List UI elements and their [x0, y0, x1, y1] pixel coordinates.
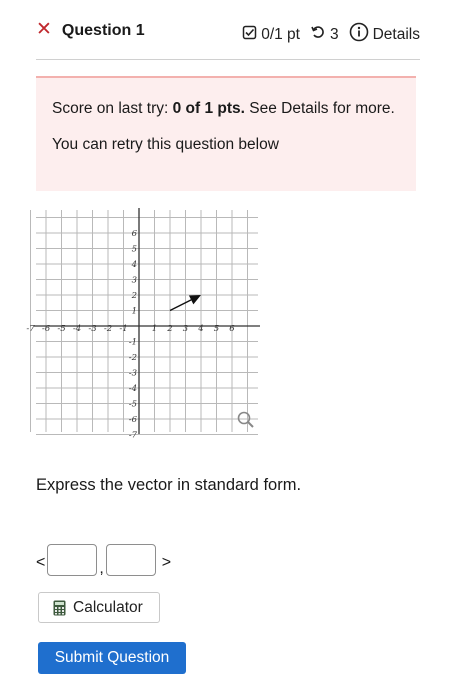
answer-input-y[interactable] — [106, 544, 156, 576]
score-text: 0/1 pt — [261, 25, 300, 43]
y-tick-label: 3 — [131, 275, 137, 286]
x-tick-label: 6 — [229, 324, 235, 334]
retries-count: 3 — [329, 25, 339, 43]
y-tick-label: 2 — [131, 291, 137, 301]
y-tick-label: -5 — [128, 399, 137, 410]
y-tick-label: 5 — [131, 244, 137, 255]
details-link[interactable]: Details — [372, 25, 420, 43]
coordinate-graph — [26, 208, 260, 441]
graph-axes — [34, 208, 260, 434]
open-bracket: < — [36, 554, 46, 571]
y-tick-label: -1 — [128, 337, 137, 348]
x-tick-label: 3 — [182, 324, 189, 334]
y-tick-label: 1 — [131, 306, 137, 317]
question-status — [242, 22, 420, 47]
answer-input-x[interactable] — [47, 544, 97, 576]
question-prompt: Express the vector in standard form. — [36, 476, 302, 494]
submit-question-button[interactable]: Submit Question — [38, 642, 186, 674]
x-tick-label: -2 — [103, 324, 113, 334]
score-prefix: Score on last try: — [52, 100, 173, 117]
vector-shaft — [170, 300, 191, 311]
magnify-icon[interactable] — [239, 413, 254, 428]
x-tick-label: 5 — [213, 324, 220, 334]
x-tick-label: 1 — [151, 324, 158, 334]
y-tick-label: -7 — [128, 430, 137, 441]
x-tick-label: -1 — [119, 324, 128, 334]
score-suffix: See Details for more. — [244, 100, 395, 117]
y-tick-label: 6 — [131, 229, 137, 239]
y-tick-label: -3 — [128, 368, 137, 379]
calculator-icon — [53, 600, 66, 616]
retry-message: You can retry this question below — [52, 136, 279, 153]
y-tick-label: -6 — [128, 415, 137, 425]
y-tick-label: 4 — [131, 260, 137, 270]
x-tick-label: -7 — [26, 324, 35, 334]
question-header — [36, 19, 420, 60]
checkbox-icon — [242, 25, 257, 45]
y-tick-label: -2 — [128, 353, 137, 363]
x-tick-label: 2 — [167, 324, 173, 334]
y-tick-label: -4 — [128, 384, 137, 394]
score-alert — [36, 76, 416, 191]
score-value: 0 of 1 pts. — [172, 100, 245, 117]
x-tick-label: -5 — [57, 324, 66, 334]
x-tick-label: -3 — [88, 324, 97, 334]
x-tick-label: -4 — [72, 324, 82, 334]
calculator-label: Calculator — [73, 598, 143, 616]
info-icon[interactable] — [349, 22, 369, 47]
question-title: Question 1 — [61, 22, 145, 39]
calculator-button[interactable] — [38, 592, 160, 623]
vector-answer — [36, 544, 171, 576]
y-tick-labels — [129, 229, 138, 441]
score-message — [52, 98, 400, 120]
x-tick-label: 4 — [198, 324, 204, 334]
answer-comma: , — [99, 560, 104, 577]
close-bracket: > — [161, 554, 172, 571]
retry-icon — [310, 24, 326, 45]
x-tick-label: -6 — [41, 324, 51, 334]
close-icon[interactable]: ✕ — [36, 19, 52, 40]
graph-grid — [31, 210, 259, 435]
